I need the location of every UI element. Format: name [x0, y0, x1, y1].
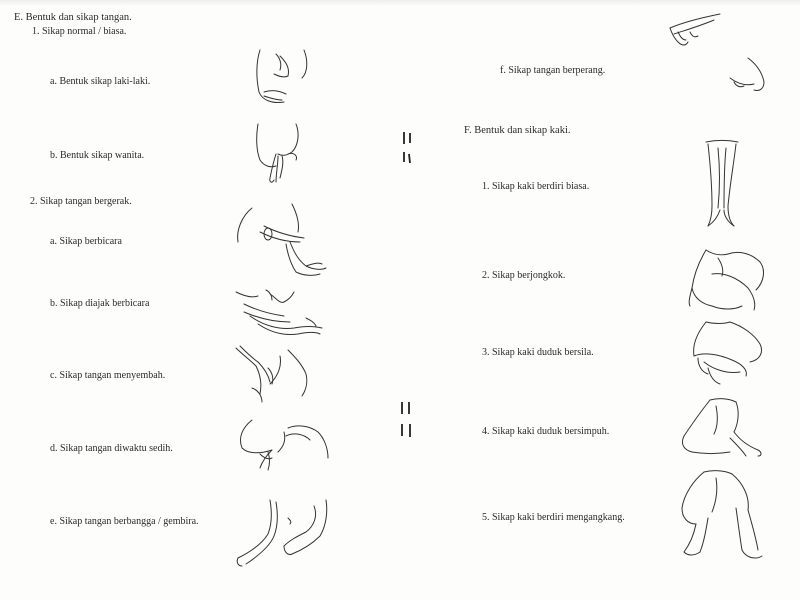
binding-mark-bottom [398, 400, 416, 445]
section-e-sub2: 2. Sikap tangan bergerak. [30, 196, 132, 207]
item-diajak-berbicara: b. Sikap diajak berbicara [50, 298, 150, 309]
hand-female-normal-icon [252, 122, 312, 192]
item-wanita: b. Bentuk sikap wanita. [50, 150, 145, 161]
hand-war-icon [664, 12, 774, 96]
hand-proud-icon [232, 496, 342, 572]
hand-male-normal-icon [250, 48, 320, 108]
scan-edge-shadow [0, 0, 800, 6]
hand-listening-icon [230, 288, 326, 344]
section-e-sub1: 1. Sikap normal / biasa. [32, 26, 127, 37]
leg-standing-icon [700, 138, 744, 230]
item-berjongkok: 2. Sikap berjongkok. [482, 270, 566, 281]
item-laki-laki: a. Bentuk sikap laki-laki. [50, 76, 151, 87]
item-berbicara: a. Sikap berbicara [50, 236, 122, 247]
section-f-heading: F. Bentuk dan sikap kaki. [464, 125, 571, 136]
leg-crosslegged-icon [684, 318, 770, 388]
binding-mark-top [400, 130, 416, 171]
item-bersila: 3. Sikap kaki duduk bersila. [482, 347, 594, 358]
item-mengangkang: 5. Sikap kaki berdiri mengangkang. [482, 512, 625, 523]
item-berdiri-biasa: 1. Sikap kaki berdiri biasa. [482, 181, 590, 192]
hand-worship-icon [232, 344, 324, 404]
leg-wide-stance-icon [676, 468, 768, 564]
item-bersimpuh: 4. Sikap kaki duduk bersimpuh. [482, 426, 610, 437]
leg-squat-icon [682, 244, 768, 314]
hand-speaking-icon [230, 200, 330, 282]
hand-sad-icon [232, 414, 332, 472]
item-sedih: d. Sikap tangan diwaktu sedih. [50, 443, 173, 454]
item-menyembah: c. Sikap tangan menyembah. [50, 370, 166, 381]
section-e-heading: E. Bentuk dan sikap tangan. [14, 12, 132, 23]
item-berperang: f. Sikap tangan berperang. [500, 65, 606, 76]
leg-kneel-icon [674, 396, 764, 462]
item-berbangga: e. Sikap tangan berbangga / gembira. [50, 516, 199, 527]
